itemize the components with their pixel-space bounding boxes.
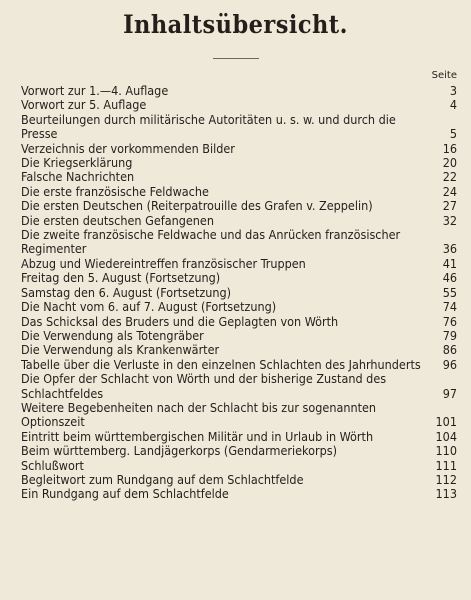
toc-entry-title: Die zweite französische Feldwache und das Anrücken französischer Regimenter — [21, 227, 401, 257]
toc-entry-page: 5 — [449, 126, 457, 142]
toc-entry-page: 55 — [442, 284, 457, 300]
toc-entry-title: Die Verwendung als Krankenwärter — [21, 342, 220, 358]
toc-entry — [21, 401, 457, 430]
toc-entry — [21, 459, 457, 473]
toc-entry-title: Verzeichnis der vorkommenden Bilder — [21, 140, 235, 156]
toc-entry-page: 74 — [442, 299, 457, 315]
toc-entry-title: Abzug und Wiedereintreffen französischer Truppen — [21, 255, 306, 271]
toc-entry — [21, 271, 457, 285]
toc-entry-page: 16 — [442, 140, 457, 156]
toc-entry — [21, 487, 457, 501]
toc-entry — [21, 286, 457, 300]
toc-entry — [21, 228, 457, 257]
toc-entry — [21, 358, 457, 372]
toc-entry — [21, 98, 457, 112]
toc-entry-page: 76 — [442, 313, 457, 329]
toc-entry-title: Samstag den 6. August (Fortsetzung) — [21, 284, 232, 300]
toc-entry — [21, 156, 457, 170]
toc-entry-title: Beim württemberg. Landjägerkorps (Gendarmeriekorps) — [21, 443, 338, 459]
toc-entry-title: Begleitwort zum Rundgang auf dem Schlachtfelde — [21, 471, 304, 487]
toc-entry-page: 24 — [442, 183, 457, 199]
toc-entry-title: Eintritt beim württembergischen Militär und in Urlaub in Wörth — [21, 428, 374, 444]
toc-entry-title: Schlußwort — [21, 457, 84, 473]
toc-entry-title: Die Opfer der Schlacht von Wörth und der bisherige Zustand des Schlachtfeldes — [21, 371, 387, 401]
toc-entry-title: Die Verwendung als Totengräber — [21, 327, 204, 343]
toc-entry — [21, 185, 457, 199]
toc-entry-page: 41 — [442, 255, 457, 271]
toc-entry-page: 27 — [442, 198, 457, 214]
toc-entry-page: 112 — [435, 471, 457, 487]
toc-entry — [21, 300, 457, 314]
toc-entry-title: Die ersten deutschen Gefangenen — [21, 212, 214, 228]
toc-entry-title: Die ersten Deutschen (Reiterpatrouille des Grafen v. Zeppelin) — [21, 198, 373, 214]
toc-entry-page: 104 — [435, 428, 457, 444]
toc-entry — [21, 170, 457, 184]
table-of-contents — [21, 84, 457, 502]
toc-entry-title: Ein Rundgang auf dem Schlachtfelde — [21, 486, 229, 502]
toc-entry-page: 4 — [449, 97, 457, 113]
toc-entry-title: Die erste französische Feldwache — [21, 183, 209, 199]
toc-entry-page: 113 — [435, 486, 457, 502]
toc-entry-page: 101 — [435, 414, 457, 430]
toc-entry-page: 3 — [449, 83, 457, 98]
toc-entry-title: Vorwort zur 1.—4. Auflage — [21, 83, 169, 98]
toc-entry-page: 86 — [442, 342, 457, 358]
toc-entry-page: 110 — [435, 443, 457, 459]
page-column-label: Seite — [431, 70, 457, 81]
page-title: Inhaltsübersicht. — [123, 10, 348, 39]
toc-entry — [21, 199, 457, 213]
toc-entry — [21, 113, 457, 142]
toc-entry — [21, 329, 457, 343]
toc-entry-title: Das Schicksal des Bruders und die Geplagten von Wörth — [21, 313, 339, 329]
toc-entry-page: 20 — [442, 155, 457, 171]
toc-entry — [21, 430, 457, 444]
toc-entry — [21, 343, 457, 357]
title-divider — [213, 58, 259, 59]
toc-entry — [21, 473, 457, 487]
toc-entry-title: Beurteilungen durch militärische Autoritäten u. s. w. und durch die Presse — [21, 111, 396, 142]
toc-entry — [21, 257, 457, 271]
toc-entry-page: 96 — [442, 356, 457, 372]
toc-entry-page: 46 — [442, 270, 457, 286]
toc-entry-title: Die Nacht vom 6. auf 7. August (Fortsetzung) — [21, 299, 277, 315]
toc-entry-title: Weitere Begebenheiten nach der Schlacht bis zur sogenannten Optionszeit — [21, 399, 377, 430]
toc-entry-title: Die Kriegserklärung — [21, 155, 133, 171]
toc-entry — [21, 372, 457, 401]
toc-entry — [21, 315, 457, 329]
toc-entry — [21, 444, 457, 458]
toc-entry-page: 22 — [442, 169, 457, 185]
toc-entry-page: 111 — [435, 457, 457, 473]
toc-entry-page: 36 — [442, 241, 457, 257]
toc-entry-page: 79 — [442, 327, 457, 343]
toc-entry-page: 32 — [442, 212, 457, 228]
toc-entry — [21, 142, 457, 156]
toc-entry-title: Tabelle über die Verluste in den einzelnen Schlachten des Jahrhunderts — [21, 356, 421, 372]
toc-entry — [21, 84, 457, 98]
toc-entry-title: Freitag den 5. August (Fortsetzung) — [21, 270, 221, 286]
toc-entry-page: 97 — [442, 385, 457, 401]
toc-entry-title: Vorwort zur 5. Auflage — [21, 97, 147, 113]
toc-entry-title: Falsche Nachrichten — [21, 169, 135, 185]
toc-entry — [21, 214, 457, 228]
